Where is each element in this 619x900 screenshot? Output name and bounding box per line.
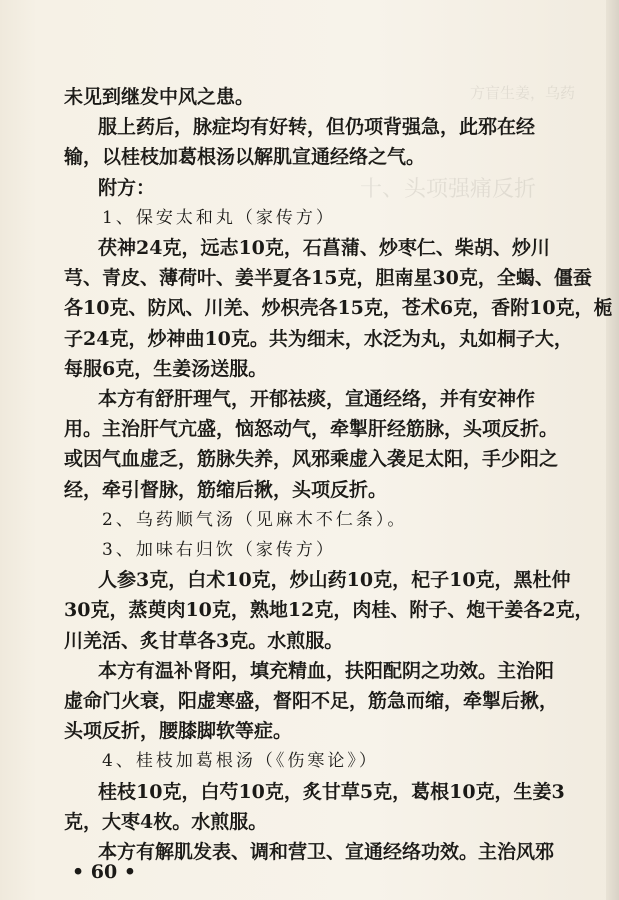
- formula-title: 3、加味右归饮（家传方）: [102, 540, 336, 560]
- text-line: 经，牵引督脉，筋缩后揪，头项反折。: [64, 479, 388, 501]
- bleed-through-text: 方盲生姜，乌药: [470, 84, 576, 102]
- section-heading: 附方：: [98, 177, 156, 199]
- text-line: 用。主治肝气亢盛，恼怒动气，牵掣肝经筋脉，头项反折。: [64, 418, 559, 440]
- text-line: 桂枝10克，白芍10克，炙甘草5克，葛根10克，生姜3: [98, 781, 565, 803]
- formula-title: 1、保安太和丸（家传方）: [102, 208, 336, 228]
- text-line: 克，大枣4枚。水煎服。: [64, 811, 268, 833]
- text-line: 或因气血虚乏，筋脉失养，风邪乘虚入袭足太阳，手少阳之: [64, 448, 559, 470]
- bleed-through-text: 十、头项强痛反折: [360, 177, 537, 202]
- text-line: 芎、青皮、薄荷叶、姜半夏各15克，胆南星30克，全蝎、僵蚕: [64, 267, 592, 289]
- formula-title: 2、乌药顺气汤（见麻木不仁条）。: [102, 510, 408, 530]
- page-number: • 60 •: [72, 861, 136, 883]
- text-line: 未见到继发中风之患。: [64, 86, 255, 108]
- text-line: 茯神24克，远志10克，石菖蒲、炒枣仁、柴胡、炒川: [98, 237, 550, 259]
- text-line: 本方有解肌发表、调和营卫、宣通经络功效。主治风邪: [98, 841, 555, 863]
- text-line: 人参3克，白术10克，炒山药10克，杞子10克，黑杜仲: [98, 569, 571, 591]
- text-line: 输，以桂枝加葛根汤以解肌宣通经络之气。: [64, 146, 426, 168]
- text-line: 本方有温补肾阳，填充精血，扶阳配阴之功效。主治阳: [98, 660, 555, 682]
- text-line: 虚命门火衰，阳虚寒盛，督阳不足，筋急而缩，牵掣后揪，: [64, 690, 559, 712]
- text-line: 每服6克，生姜汤送服。: [64, 358, 268, 380]
- text-line: 30克，蒸萸肉10克，熟地12克，肉桂、附子、炮干姜各2克，: [64, 599, 594, 621]
- text-line: 各10克、防风、川羌、炒枳壳各15克，苍术6克，香附10克，栀: [64, 297, 613, 319]
- text-line: 本方有舒肝理气，开郁祛痰，宣通经络，并有安神作: [98, 388, 536, 410]
- formula-title: 4、桂枝加葛根汤（《伤寒论》）: [102, 751, 379, 771]
- text-line: 子24克，炒神曲10克。共为细末，水泛为丸，丸如桐子大，: [64, 328, 573, 350]
- text-line: 头项反折，腰膝脚软等症。: [64, 720, 293, 742]
- text-line: 服上药后，脉症均有好转，但仍项背强急，此邪在经: [98, 116, 536, 138]
- text-line: 川羌活、炙甘草各3克。水煎服。: [64, 630, 344, 652]
